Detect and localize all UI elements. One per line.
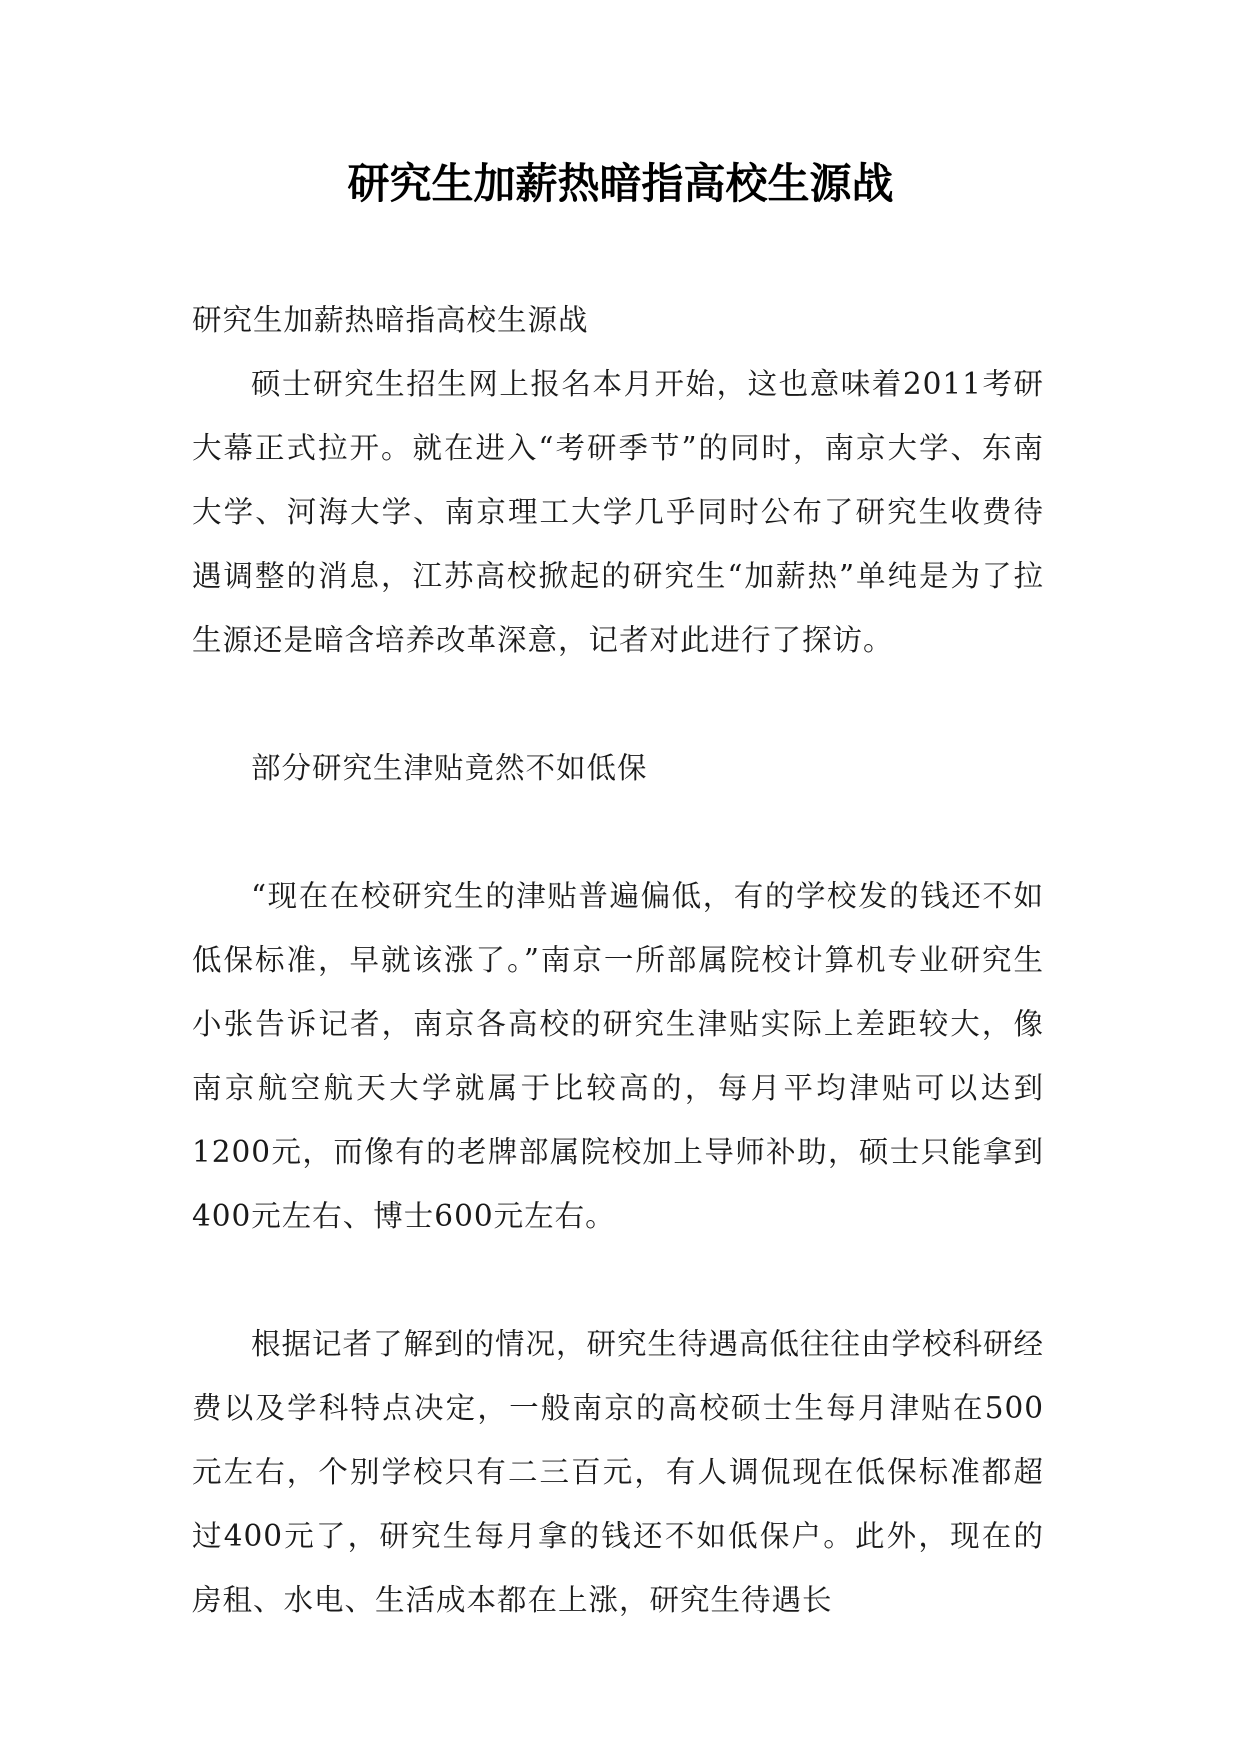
section-heading: 部分研究生津贴竟然不如低保 <box>251 751 648 785</box>
document-subtitle: 研究生加薪热暗指高校生源战 <box>192 303 589 337</box>
intro-paragraph: 硕士研究生招生网上报名本月开始，这也意味着2011考研大幕正式拉开。就在进入“考研季节”的同时，南京大学、东南大学、河海大学、南京理工大学几乎同时公布了研究生收费待遇调整的消息，江苏高校掀起的研究生“加薪热”单纯是为了拉生源还是暗含培养改革深意，记者对此进行了探访。 <box>192 367 1044 657</box>
paragraph-gap <box>192 1248 1044 1312</box>
allowance-paragraph: “现在在校研究生的津贴普遍偏低，有的学校发的钱还不如低保标准，早就该涨了。”南京一所部属院校计算机专业研究生小张告诉记者，南京各高校的研究生津贴实际上差距较大，像南京航空航天大学就属于比较高的，每月平均津贴可以达到1200元，而像有的老牌部属院校加上导师补助，硕士只能拿到400元左右、博士600元左右。 <box>192 879 1044 1233</box>
document-title: 研究生加薪热暗指高校生源战 <box>347 159 894 208</box>
paragraph-gap <box>192 800 1044 864</box>
document-body <box>192 288 1044 1632</box>
standards-paragraph: 根据记者了解到的情况，研究生待遇高低往往由学校科研经费以及学科特点决定，一般南京的高校硕士生每月津贴在500元左右，个别学校只有二三百元，有人调侃现在低保标准都超过400元了，研究生每月拿的钱还不如低保户。此外，现在的房租、水电、生活成本都在上涨，研究生待遇长 <box>192 1327 1045 1617</box>
paragraph-gap <box>192 672 1044 736</box>
